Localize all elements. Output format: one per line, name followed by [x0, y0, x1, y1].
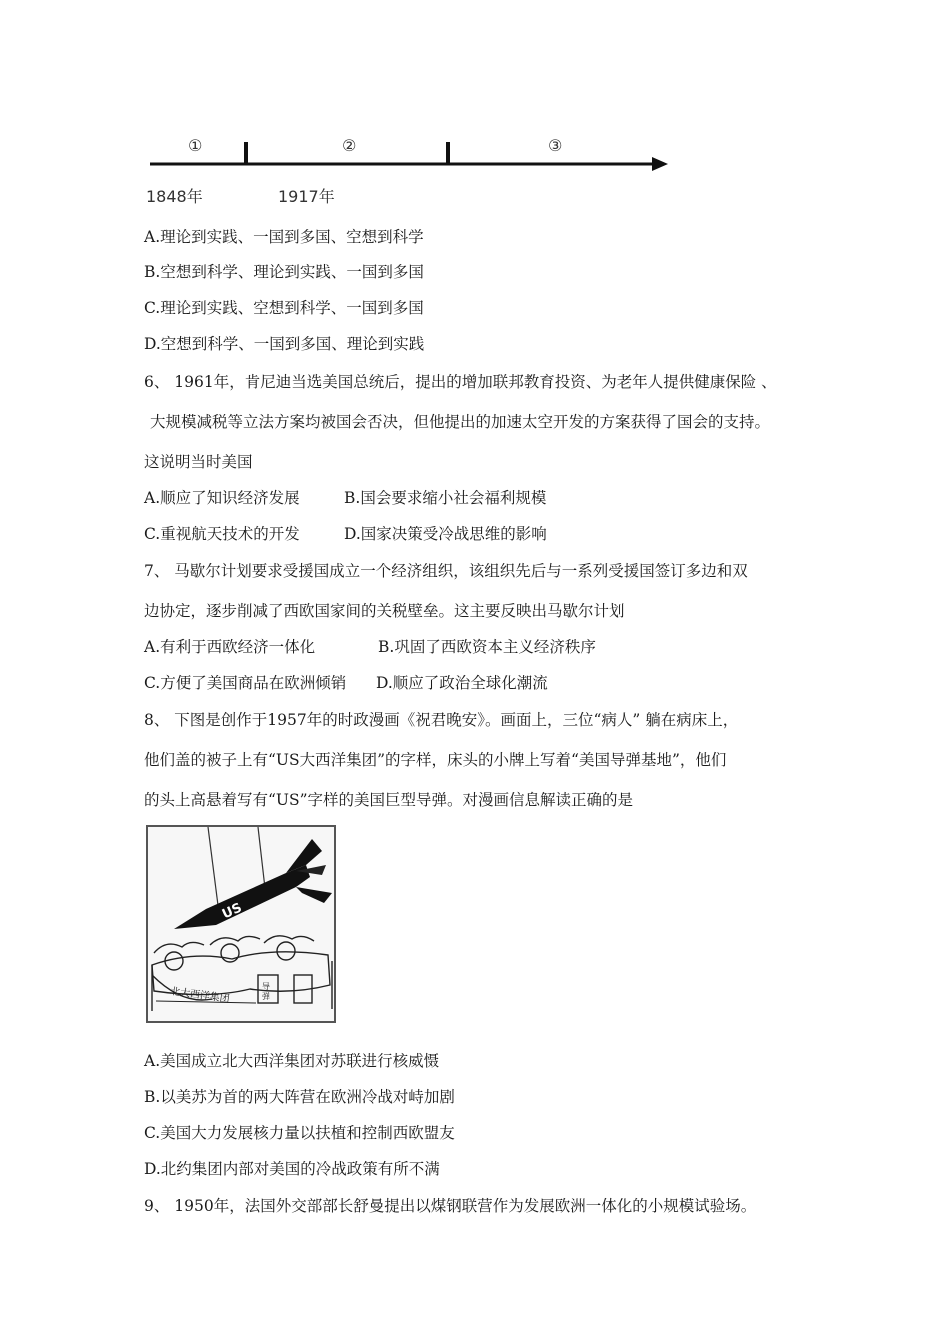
q5-option-b: B.空想到科学、理论到实践、一国到多国 [144, 263, 424, 281]
q8-stem-line-1: 8、 下图是创作于1957年的时政漫画《祝君晚安》。画面上，三位“病人” 躺在病床上， [144, 711, 739, 729]
q6-stem-line-3: 这说明当时美国 [144, 453, 253, 471]
q7-option-b: B.巩固了西欧资本主义经济秩序 [378, 638, 596, 656]
q8-stem-line-2: 他们盖的被子上有“US大西洋集团”的字样，床头的小牌上写着“美国导弹基地”，他们 [144, 751, 727, 769]
q9-stem-line-1: 9、 1950年，法国外交部部长舒曼提出以煤钢联营作为发展欧洲一体化的小规模试验场。 [144, 1197, 757, 1215]
q7-stem-line-1: 7、 马歇尔计划要求受援国成立一个经济组织，该组织先后与一系列受援国签订多边和双 [144, 562, 748, 580]
q6-stem-line-1: 6、 1961年，肯尼迪当选美国总统后，提出的增加联邦教育投资、为老年人提供健康保险 、 [144, 373, 777, 391]
q8-option-b: B.以美苏为首的两大阵营在欧洲冷战对峙加剧 [144, 1088, 455, 1106]
q5-option-c: C.理论到实践、空想到科学、一国到多国 [144, 299, 424, 317]
bed-sign-2: 弹 [262, 992, 270, 1001]
cartoon-drawing [146, 825, 336, 1023]
q6-option-c: C.重视航天技术的开发 [144, 525, 300, 543]
timeline [140, 128, 680, 218]
q6-option-b: B.国会要求缩小社会福利规模 [344, 489, 547, 507]
blanket-label: 北大西洋集团 [169, 986, 231, 1006]
q8-option-d: D.北约集团内部对美国的冷战政策有所不满 [144, 1160, 440, 1178]
timeline-year-1917: 1917年 [278, 187, 335, 206]
bed-sign-1: 导 [262, 982, 270, 991]
q7-option-d: D.顺应了政治全球化潮流 [376, 674, 548, 692]
q6-option-a: A.顺应了知识经济发展 [144, 489, 300, 507]
q5-option-d: D.空想到科学、一国到多国、理论到实践 [144, 335, 425, 353]
q6-option-d: D.国家决策受冷战思维的影响 [344, 525, 547, 543]
timeline-segment-3: ③ [548, 136, 563, 155]
timeline-segment-1: ① [188, 136, 203, 155]
timeline-segment-2: ② [342, 136, 357, 155]
q7-option-a: A.有利于西欧经济一体化 [144, 638, 316, 656]
q6-stem-line-2: 大规模减税等立法方案均被国会否决，但他提出的加速太空开发的方案获得了国会的支持。 [150, 413, 771, 431]
timeline-axis [140, 128, 680, 178]
missile-label: US [220, 900, 245, 923]
political-cartoon [146, 825, 336, 1023]
q8-stem-line-3: 的头上高悬着写有“US”字样的美国巨型导弹。对漫画信息解读正确的是 [144, 791, 634, 809]
q7-option-c: C.方便了美国商品在欧洲倾销 [144, 674, 347, 692]
timeline-year-1848: 1848年 [146, 187, 203, 206]
q8-option-c: C.美国大力发展核力量以扶植和控制西欧盟友 [144, 1124, 455, 1142]
q7-stem-line-2: 边协定，逐步削减了西欧国家间的关税壁垒。这主要反映出马歇尔计划 [144, 602, 625, 620]
q8-option-a: A.美国成立北大西洋集团对苏联进行核威慑 [144, 1052, 440, 1070]
q5-option-a: A.理论到实践、一国到多国、空想到科学 [144, 228, 424, 246]
